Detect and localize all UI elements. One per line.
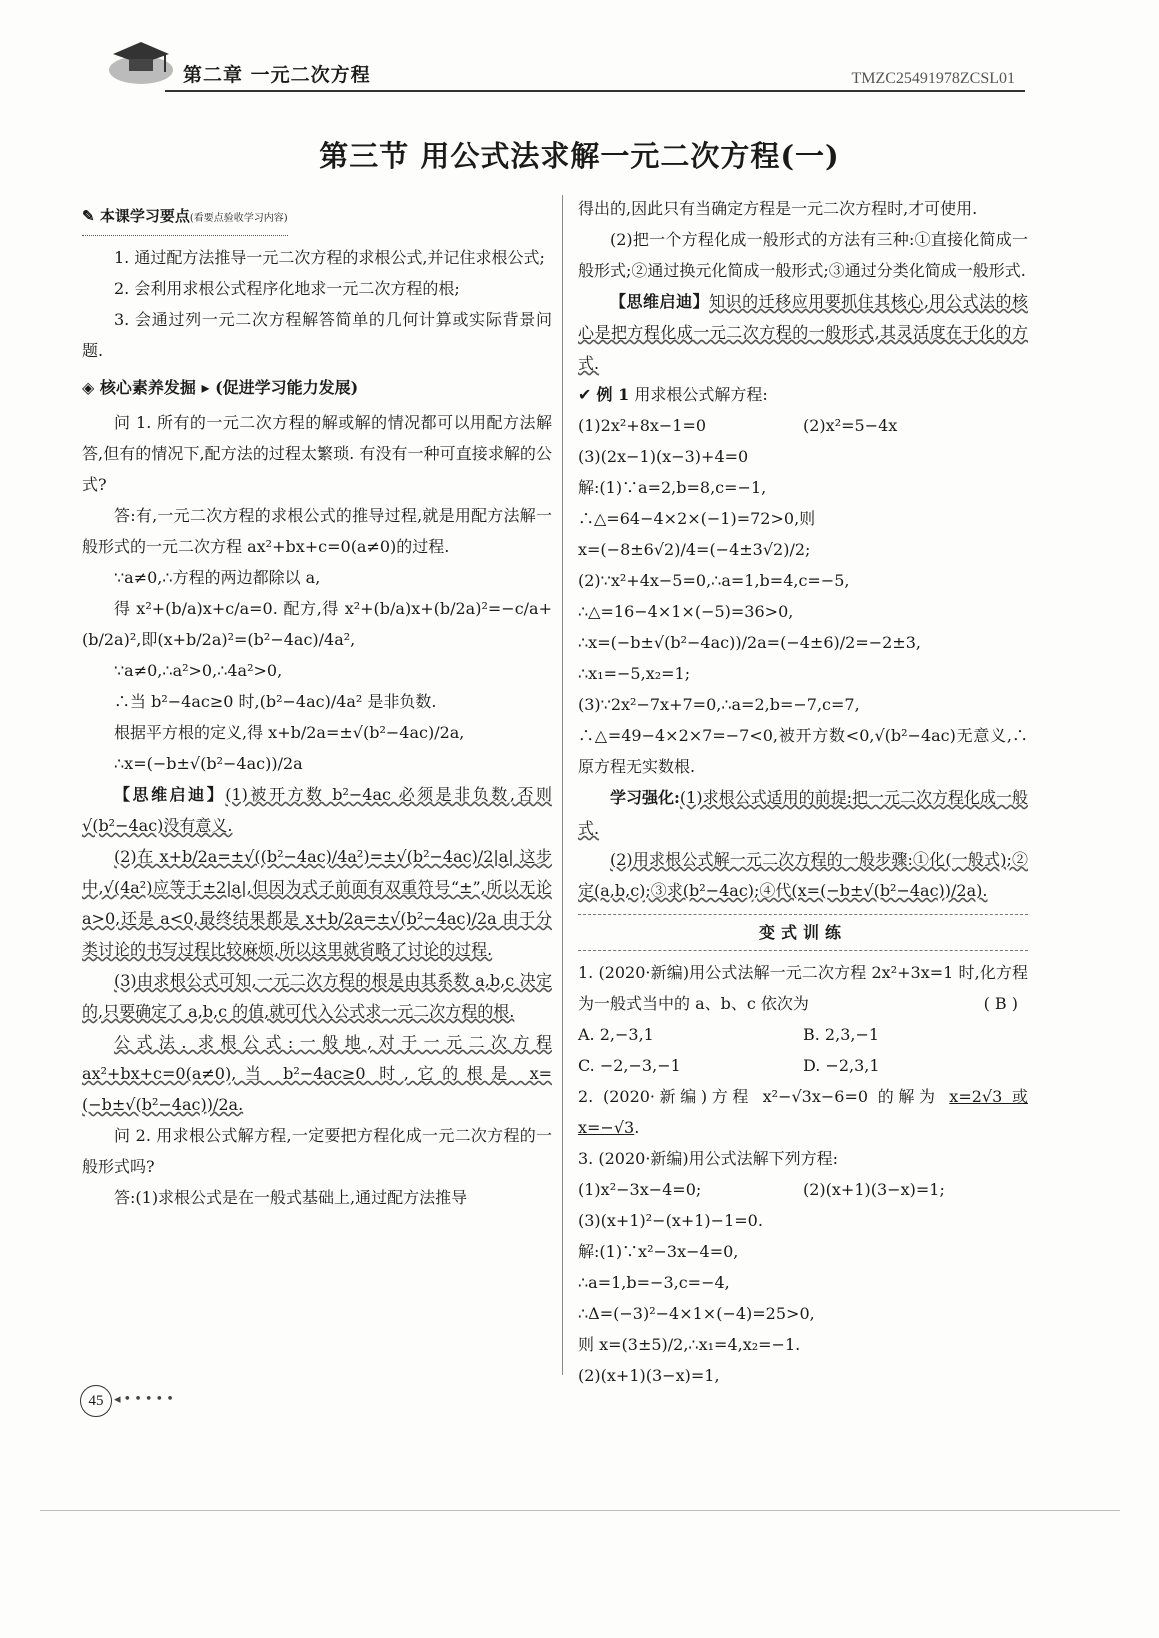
derivation-step: ∴当 b²−4ac≥0 时,(b²−4ac)/4a² 是非负数. bbox=[114, 692, 437, 711]
answer-2: 答:(1)求根公式是在一般式基础上,通过配方法推导 bbox=[114, 1188, 468, 1207]
goals-banner: ✎ 本课学习要点(看要点验收学习内容) bbox=[82, 201, 288, 236]
column-divider bbox=[562, 195, 563, 1375]
question-2: 问 2. 用求根公式解方程,一定要把方程化成一元二次方程的一般形式吗? bbox=[82, 1126, 552, 1176]
goal-item: 1. 通过配方法推导一元二次方程的求根公式,并记住求根公式; bbox=[114, 248, 545, 267]
solution-line: (2)∵x²+4x−5=0,∴a=1,b=4,c=−5, bbox=[578, 571, 850, 590]
solution-line: 解:(1)∵a=2,b=8,c=−1, bbox=[578, 478, 767, 497]
pencil-icon: ✎ bbox=[82, 207, 95, 225]
derivation-step: 根据平方根的定义,得 x+b/2a=±√(b²−4ac)/2a, bbox=[114, 723, 465, 742]
derivation-step: 得 x²+(b/a)x+c/a=0. 配方,得 x²+(b/a)x+(b/2a)²=−c/a+(b/2a)²,即(x+b/2a)²=(b²−4ac)/4a², bbox=[82, 599, 552, 649]
think-note-3: (3)由求根公式可知,一元二次方程的根是由其系数 a,b,c 决定的,只要确定了 a,b,c 的值,就可代入公式求一元二次方程的根. bbox=[82, 971, 552, 1021]
example-equations: (1)2x²+8x−1=0 (2)x²=5−4x bbox=[578, 416, 898, 435]
exercise-3-solution: 则 x=(3±5)/2,∴x₁=4,x₂=−1. bbox=[578, 1335, 801, 1354]
exercise-1-answer: ( B ) bbox=[983, 994, 1018, 1013]
left-column bbox=[82, 200, 552, 1213]
example-equation: (3)(2x−1)(x−3)+4=0 bbox=[578, 447, 749, 466]
solution-line: (3)∵2x²−7x+7=0,∴a=2,b=−7,c=7, bbox=[578, 695, 860, 714]
answer-2-continued: 得出的,因此只有当确定方程是一元二次方程时,才可使用. bbox=[578, 199, 978, 218]
exercise-2: 2. (2020·新编)方程 x²−√3x−6=0 的解为 x=2√3 或 x=−√3. bbox=[578, 1087, 1028, 1137]
solution-line: ∴x=(−b±√(b²−4ac))/2a=(−4±6)/2=−2±3, bbox=[578, 633, 921, 652]
exercise-3-solution: ∴Δ=(−3)²−4×1×(−4)=25>0, bbox=[578, 1304, 815, 1323]
goal-item: 2. 会利用求根公式程序化地求一元二次方程的根; bbox=[114, 279, 460, 298]
question-1: 问 1. 所有的一元二次方程的解或解的情况都可以用配方法解答,但有的情况下,配方法的过程太繁琐. 有没有一种可直接求解的公式? bbox=[82, 413, 552, 494]
page-dots: ◂••••• bbox=[114, 1392, 177, 1407]
footer-rule bbox=[40, 1510, 1120, 1511]
header-rule bbox=[165, 90, 1025, 92]
exercise-2-answer: x=2√3 或 x=−√3 bbox=[578, 1087, 1028, 1137]
goal-item: 3. 会通过列一元二次方程解答简单的几何计算或实际背景问题. bbox=[82, 310, 552, 360]
think-note-1: 【思维启迪】(1)被开方数 b²−4ac 必须是非负数,否则√(b²−4ac)没有意义. bbox=[82, 785, 552, 835]
solution-line: ∴△=49−4×2×7=−7<0,被开方数<0,√(b²−4ac)无意义,∴原方程无实数根. bbox=[578, 726, 1028, 776]
right-column bbox=[578, 193, 1028, 1391]
strengthen-2: (2)用求根公式解一元二次方程的一般步骤:①化(一般式);②定(a,b,c);③求(b²−4ac);④代(x=(−b±√(b²−4ac))/2a). bbox=[578, 850, 1028, 900]
think-note: 【思维启迪】知识的迁移应用要抓住其核心,用公式法的核心是把方程化成一元二次方程的一般形式,其灵活度在于化的方式. bbox=[578, 292, 1028, 373]
exercise-banner: 变式训练 bbox=[578, 914, 1028, 951]
page-header bbox=[95, 30, 1025, 100]
solution-line: ∴△=64−4×2×(−1)=72>0,则 bbox=[578, 509, 816, 528]
exercise-3-solution: 解:(1)∵x²−3x−4=0, bbox=[578, 1242, 739, 1261]
answer-1: 答:有,一元二次方程的求根公式的推导过程,就是用配方法解一般形式的一元二次方程 ax²+bx+c=0(a≠0)的过程. bbox=[82, 506, 552, 556]
diamond-icon: ◈ bbox=[82, 378, 95, 397]
solution-line: ∴x₁=−5,x₂=1; bbox=[578, 664, 691, 683]
exercise-3: 3. (2020·新编)用公式法解下列方程: bbox=[578, 1149, 839, 1168]
exercise-1: 1. (2020·新编)用公式法解一元二次方程 2x²+3x=1 时,化方程为一般式当中的 a、b、c 依次为 ( B ) bbox=[578, 957, 1028, 1019]
exercise-3-equations: (1)x²−3x−4=0; (2)(x+1)(3−x)=1; bbox=[578, 1180, 945, 1199]
formula-definition: 公式法. 求根公式:一般地,对于一元二次方程 ax²+bx+c=0(a≠0),当 b²−4ac≥0 时,它的根是 x=(−b±√(b²−4ac))/2a. bbox=[82, 1033, 552, 1114]
strengthen-1: 学习强化:(1)求根公式适用的前提:把一元二次方程化成一般式. bbox=[578, 788, 1028, 838]
arrow-icon: ▸ bbox=[201, 378, 210, 397]
check-icon: ✔ bbox=[578, 385, 592, 404]
exercise-1-options: A. 2,−3,1 B. 2,3,−1 C. −2,−3,−1 D. −2,3,1 bbox=[578, 1025, 880, 1075]
section-title: 第三节 用公式法求解一元二次方程(一) bbox=[319, 139, 840, 173]
derivation-step: ∵a≠0,∴方程的两边都除以 a, bbox=[114, 568, 321, 587]
think-note-2: (2)在 x+b/2a=±√((b²−4ac)/4a²)=±√(b²−4ac)/2|a| 这步中,√(4a²)应等于±2|a|,但因为式子前面有双重符号“±”,所以无论 a>0,还是 a<0,最终结果都是 x+b/2a=±√(b²−4ac)/2a 由于分类讨论的书写过程比较麻烦,所以这里就省略了讨论的过程. bbox=[82, 847, 552, 959]
answer-2-part-2: (2)把一个方程化成一般形式的方法有三种:①直接化简成一般形式;②通过换元化简成一般形式;③通过分类化简成一般形式. bbox=[578, 230, 1028, 280]
example-heading: ✔ 例 1 用求根公式解方程: bbox=[578, 385, 768, 404]
solution-line: x=(−8±6√2)/4=(−4±3√2)/2; bbox=[578, 540, 811, 559]
page-number: 45 bbox=[80, 1385, 112, 1417]
graduation-cap-icon bbox=[103, 32, 173, 92]
exercise-3-equation: (3)(x+1)²−(x+1)−1=0. bbox=[578, 1211, 763, 1230]
derivation-step: ∴x=(−b±√(b²−4ac))/2a bbox=[114, 754, 303, 773]
exercise-3-solution: ∴a=1,b=−3,c=−4, bbox=[578, 1273, 730, 1292]
derivation-step: ∵a≠0,∴a²>0,∴4a²>0, bbox=[114, 661, 283, 680]
book-code: TMZC25491978ZCSL01 bbox=[851, 70, 1015, 87]
exercise-3-solution: (2)(x+1)(3−x)=1, bbox=[578, 1366, 720, 1385]
chapter-title: 第二章 一元二次方程 bbox=[183, 64, 371, 86]
solution-line: ∴△=16−4×1×(−5)=36>0, bbox=[578, 602, 794, 621]
core-banner: ◈ 核心素养发掘 ▸ (促进学习能力发展) bbox=[82, 378, 359, 397]
